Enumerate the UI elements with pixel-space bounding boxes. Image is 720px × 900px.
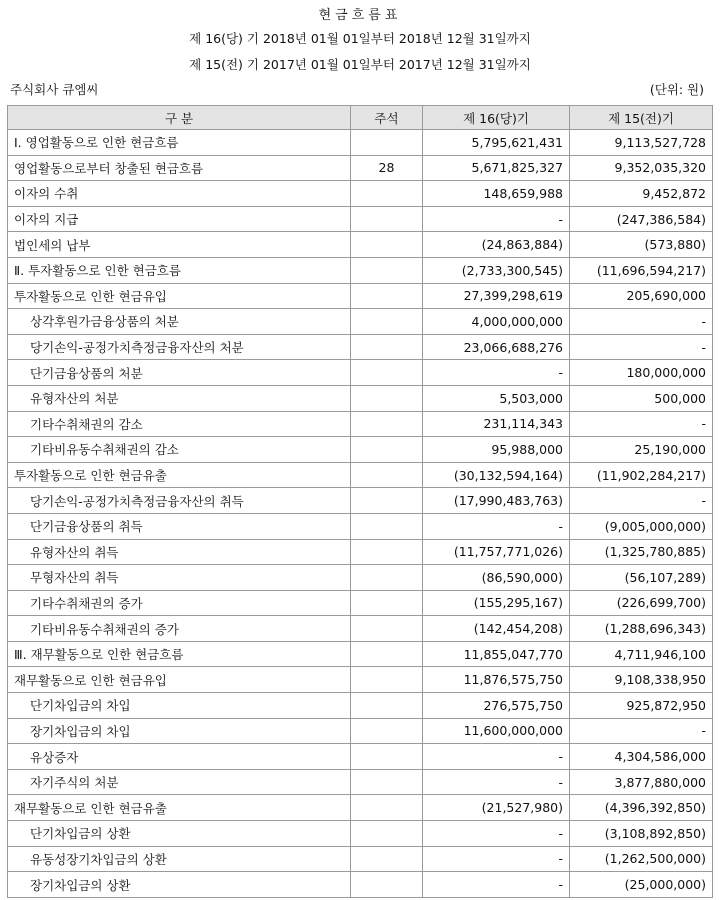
row-note	[351, 616, 423, 642]
table-row	[8, 309, 713, 335]
row-note	[351, 539, 423, 565]
row-current-amount: (21,527,980)	[423, 795, 570, 821]
table-row	[8, 641, 713, 667]
row-label: 장기차입금의 상환	[8, 872, 351, 898]
row-current-amount: 27,399,298,619	[423, 283, 570, 309]
row-current-amount: 148,659,988	[423, 181, 570, 207]
row-note	[351, 488, 423, 514]
row-prior-amount: 925,872,950	[570, 693, 713, 719]
row-prior-amount: (247,386,584)	[570, 206, 713, 232]
company-name: 주식회사 큐엠씨	[10, 82, 99, 97]
row-label: Ⅲ. 재무활동으로 인한 현금흐름	[8, 641, 351, 667]
table-row	[8, 821, 713, 847]
row-prior-amount: (1,262,500,000)	[570, 846, 713, 872]
row-current-amount: -	[423, 206, 570, 232]
row-label: 영업활동으로부터 창출된 현금흐름	[8, 155, 351, 181]
row-prior-amount: (9,005,000,000)	[570, 513, 713, 539]
table-row	[8, 130, 713, 156]
row-current-amount: (11,757,771,026)	[423, 539, 570, 565]
column-header-current: 제 16(당)기	[423, 106, 570, 130]
row-note	[351, 385, 423, 411]
row-current-amount: 5,671,825,327	[423, 155, 570, 181]
row-label: 유형자산의 처분	[8, 385, 351, 411]
row-prior-amount: (3,108,892,850)	[570, 821, 713, 847]
row-label: 자기주식의 처분	[8, 769, 351, 795]
table-row	[8, 539, 713, 565]
table-row	[8, 232, 713, 258]
table-row	[8, 616, 713, 642]
column-header-prior: 제 15(전)기	[570, 106, 713, 130]
row-note	[351, 411, 423, 437]
row-note	[351, 462, 423, 488]
row-current-amount: (86,590,000)	[423, 565, 570, 591]
row-current-amount: 231,114,343	[423, 411, 570, 437]
row-note	[351, 206, 423, 232]
row-current-amount: -	[423, 513, 570, 539]
row-note	[351, 232, 423, 258]
row-prior-amount: 3,877,880,000	[570, 769, 713, 795]
row-current-amount: -	[423, 744, 570, 770]
row-prior-amount: (11,902,284,217)	[570, 462, 713, 488]
table-row	[8, 488, 713, 514]
row-note	[351, 513, 423, 539]
prior-period-line: 제 15(전) 기 2017년 01월 01일부터 2017년 12월 31일까지	[189, 57, 531, 72]
row-note	[351, 744, 423, 770]
row-note	[351, 437, 423, 463]
table-row	[8, 513, 713, 539]
row-label: 당기손익-공정가치측정금융자산의 취득	[8, 488, 351, 514]
row-note	[351, 334, 423, 360]
row-note: 28	[351, 155, 423, 181]
table-row	[8, 667, 713, 693]
row-prior-amount: (56,107,289)	[570, 565, 713, 591]
row-prior-amount: 9,113,527,728	[570, 130, 713, 156]
row-note	[351, 769, 423, 795]
table-row	[8, 360, 713, 386]
row-note	[351, 641, 423, 667]
row-note	[351, 846, 423, 872]
row-label: 유형자산의 취득	[8, 539, 351, 565]
row-label: 단기금융상품의 취득	[8, 513, 351, 539]
row-label: 기타수취채권의 증가	[8, 590, 351, 616]
row-label: 당기손익-공정가치측정금융자산의 처분	[8, 334, 351, 360]
column-header-note: 주석	[351, 106, 423, 130]
row-label: 유동성장기차입금의 상환	[8, 846, 351, 872]
row-current-amount: 276,575,750	[423, 693, 570, 719]
row-prior-amount: (25,000,000)	[570, 872, 713, 898]
row-current-amount: 11,876,575,750	[423, 667, 570, 693]
row-label: 단기차입금의 상환	[8, 821, 351, 847]
table-row	[8, 846, 713, 872]
row-label: 무형자산의 취득	[8, 565, 351, 591]
row-label: 기타비유동수취채권의 증가	[8, 616, 351, 642]
row-current-amount: -	[423, 872, 570, 898]
row-prior-amount: (1,288,696,343)	[570, 616, 713, 642]
row-label: 단기금융상품의 처분	[8, 360, 351, 386]
row-label: 상각후원가금융상품의 처분	[8, 309, 351, 335]
table-row	[8, 769, 713, 795]
table-row	[8, 462, 713, 488]
unit-label: (단위: 원)	[649, 82, 704, 97]
row-label: 재무활동으로 인한 현금유출	[8, 795, 351, 821]
table-row	[8, 437, 713, 463]
row-note	[351, 283, 423, 309]
row-label: 장기차입금의 차입	[8, 718, 351, 744]
row-note	[351, 718, 423, 744]
cash-flow-table	[7, 105, 713, 898]
row-prior-amount: (11,696,594,217)	[570, 257, 713, 283]
row-note	[351, 590, 423, 616]
table-row	[8, 872, 713, 898]
row-prior-amount: -	[570, 309, 713, 335]
row-prior-amount: 9,108,338,950	[570, 667, 713, 693]
row-label: 재무활동으로 인한 현금유입	[8, 667, 351, 693]
row-prior-amount: 4,304,586,000	[570, 744, 713, 770]
row-current-amount: 5,503,000	[423, 385, 570, 411]
row-note	[351, 360, 423, 386]
row-current-amount: (17,990,483,763)	[423, 488, 570, 514]
row-prior-amount: (226,699,700)	[570, 590, 713, 616]
table-row	[8, 283, 713, 309]
row-current-amount: (2,733,300,545)	[423, 257, 570, 283]
row-current-amount: -	[423, 769, 570, 795]
row-current-amount: -	[423, 360, 570, 386]
row-note	[351, 181, 423, 207]
row-note	[351, 795, 423, 821]
table-row	[8, 795, 713, 821]
row-prior-amount: 205,690,000	[570, 283, 713, 309]
table-row	[8, 590, 713, 616]
row-prior-amount: -	[570, 488, 713, 514]
row-prior-amount: 25,190,000	[570, 437, 713, 463]
table-row	[8, 411, 713, 437]
row-prior-amount: 9,352,035,320	[570, 155, 713, 181]
row-prior-amount: 4,711,946,100	[570, 641, 713, 667]
row-note	[351, 130, 423, 156]
row-current-amount: 5,795,621,431	[423, 130, 570, 156]
row-label: 단기차입금의 차입	[8, 693, 351, 719]
table-body	[8, 130, 713, 898]
column-header-item: 구 분	[8, 106, 351, 130]
table-row	[8, 155, 713, 181]
row-current-amount: 11,855,047,770	[423, 641, 570, 667]
row-prior-amount: (1,325,780,885)	[570, 539, 713, 565]
row-note	[351, 693, 423, 719]
table-row	[8, 334, 713, 360]
row-prior-amount: 500,000	[570, 385, 713, 411]
table-row	[8, 718, 713, 744]
row-label: 기타수취채권의 감소	[8, 411, 351, 437]
row-label: 이자의 수취	[8, 181, 351, 207]
row-current-amount: (24,863,884)	[423, 232, 570, 258]
statement-title: 현금흐름표	[318, 8, 402, 23]
row-prior-amount: -	[570, 411, 713, 437]
row-note	[351, 565, 423, 591]
table-row	[8, 385, 713, 411]
row-prior-amount: (573,880)	[570, 232, 713, 258]
row-prior-amount: 9,452,872	[570, 181, 713, 207]
row-current-amount: -	[423, 846, 570, 872]
row-current-amount: (155,295,167)	[423, 590, 570, 616]
row-note	[351, 309, 423, 335]
row-current-amount: (30,132,594,164)	[423, 462, 570, 488]
row-prior-amount: (4,396,392,850)	[570, 795, 713, 821]
table-row	[8, 693, 713, 719]
row-label: 이자의 지급	[8, 206, 351, 232]
row-prior-amount: -	[570, 718, 713, 744]
row-current-amount: 4,000,000,000	[423, 309, 570, 335]
row-current-amount: 95,988,000	[423, 437, 570, 463]
row-note	[351, 667, 423, 693]
row-label: Ⅱ. 투자활동으로 인한 현금흐름	[8, 257, 351, 283]
row-current-amount: (142,454,208)	[423, 616, 570, 642]
row-prior-amount: 180,000,000	[570, 360, 713, 386]
row-note	[351, 872, 423, 898]
row-prior-amount: -	[570, 334, 713, 360]
table-header-row	[8, 106, 713, 130]
row-label: 투자활동으로 인한 현금유입	[8, 283, 351, 309]
row-label: 법인세의 납부	[8, 232, 351, 258]
row-label: 기타비유동수취채권의 감소	[8, 437, 351, 463]
row-current-amount: 11,600,000,000	[423, 718, 570, 744]
row-current-amount: 23,066,688,276	[423, 334, 570, 360]
table-row	[8, 181, 713, 207]
row-current-amount: -	[423, 821, 570, 847]
row-note	[351, 821, 423, 847]
table-row	[8, 744, 713, 770]
table-row	[8, 565, 713, 591]
current-period-line: 제 16(당) 기 2018년 01월 01일부터 2018년 12월 31일까지	[189, 31, 531, 46]
row-label: Ⅰ. 영업활동으로 인한 현금흐름	[8, 130, 351, 156]
row-label: 유상증자	[8, 744, 351, 770]
table-row	[8, 257, 713, 283]
row-note	[351, 257, 423, 283]
table-row	[8, 206, 713, 232]
row-label: 투자활동으로 인한 현금유출	[8, 462, 351, 488]
